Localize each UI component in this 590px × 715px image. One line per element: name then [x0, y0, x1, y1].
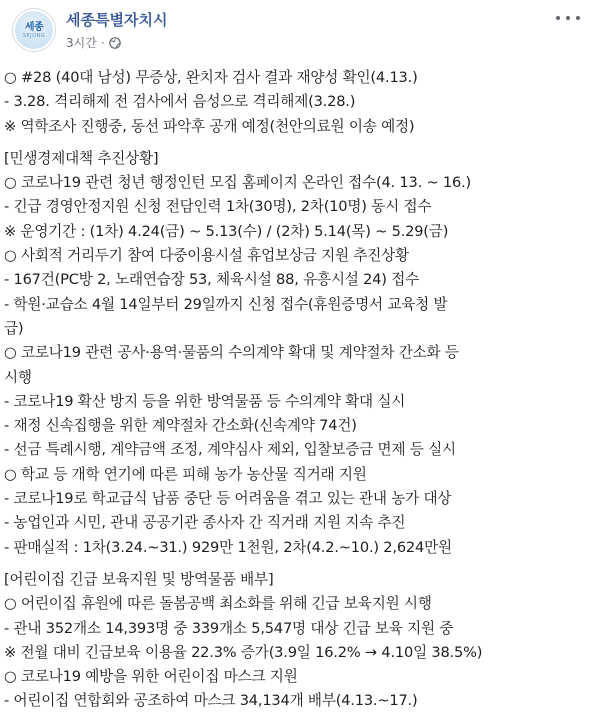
post-line: - 어린이집 연합회와 공조하여 마스크 34,134개 배부(4.13.~17.) [4, 692, 418, 710]
post-line: - 긴급 경영안정지원 신청 전담인력 1차(30명), 2차(10명) 동시 접수 [4, 198, 432, 216]
post-line: ※ 역학조사 진행중, 동선 파악후 공개 예정(천안의료원 이송 예정) [4, 117, 415, 135]
page-avatar[interactable] [12, 8, 56, 52]
post-line: - 판매실적 : 1차(3.24.~31.) 929만 1천원, 2차(4.2.~10.) 2,624만원 [4, 538, 452, 556]
paragraph-gap [4, 139, 584, 147]
post-line: ○ 사회적 거리두기 참여 다중이용시설 휴업보상금 지원 추진상황 [4, 247, 409, 265]
post-line: ○ 코로나19 관련 청년 행정인턴 모집 홈페이지 온라인 접수(4. 13. ~ 16.) [4, 174, 472, 192]
post-timestamp[interactable]: 3시간 [66, 36, 97, 50]
post-line: 시행 [4, 368, 32, 386]
section-title: [민생경제대책 추진상황] [4, 149, 159, 167]
post-line: - 167건(PC방 2, 노래연습장 53, 체육시설 88, 유흥시설 24) 접수 [4, 271, 420, 289]
paragraph-gap [4, 560, 584, 568]
post-line: 급) [4, 319, 24, 337]
post-line: - 선금 특례시행, 계약금액 조정, 계약심사 제외, 입찰보증금 면제 등 실시 [4, 441, 456, 459]
post-line: ○ 어린이집 휴원에 따른 돌봄공백 최소화를 위해 긴급 보육지원 시행 [4, 595, 432, 613]
section-status [4, 66, 584, 139]
page-name-link[interactable]: 세종특별자치시 [66, 11, 168, 29]
post-line: ※ 전월 대비 긴급보육 이용율 22.3% 증가(3.9일 16.2% → 4.10일 38.5%) [4, 643, 483, 661]
post-line: ※ 운영기간 : (1차) 4.24(금) ~ 5.13(수) / (2차) 5.14(목) ~ 5.29(금) [4, 222, 449, 240]
post-header [0, 0, 590, 62]
section-title: [어린이집 긴급 보육지원 및 방역물품 배부] [4, 570, 274, 588]
avatar-subtext: SEJONG [22, 32, 46, 39]
post-line: ○ 코로나19 관련 공사·용역·물품의 수의계약 확대 및 계약절차 간소화 등 [4, 344, 459, 362]
post-line: - 3.28. 격리해제 전 검사에서 음성으로 격리해제(3.28.) [4, 93, 356, 111]
post-line: - 코로나19 확산 방지 등을 위한 방역물품 등 수의계약 확대 실시 [4, 392, 406, 410]
avatar-text: 세종 [24, 21, 44, 33]
post-body [4, 66, 584, 714]
post-line: ○ 학교 등 개학 연기에 따른 피해 농가 농산물 직거래 지원 [4, 465, 367, 483]
avatar-logo [15, 11, 53, 49]
post-line: - 코로나19로 학교급식 납품 중단 등 어려움을 겪고 있는 관내 농가 대상 [4, 490, 452, 508]
post-line: ○ #28 (40대 남성) 무증상, 완치자 검사 결과 재양성 확인(4.13.) [4, 69, 418, 86]
post-line: - 농업인과 시민, 관내 공공기관 종사자 간 직거래 지원 지속 추진 [4, 514, 406, 532]
post-line: ○ 코로나19 예방을 위한 어린이집 마스크 지원 [4, 668, 298, 686]
post-meta [66, 34, 121, 51]
section-economy [4, 147, 584, 560]
globe-icon [109, 37, 121, 49]
more-options-icon[interactable] [556, 10, 580, 26]
section-childcare [4, 568, 584, 714]
post-line: - 재정 신속집행을 위한 계약절차 간소화(신속계약 74건) [4, 417, 357, 435]
post-line: - 학원·교습소 4월 14일부터 29일까지 신청 접수(휴원증명서 교육청 발 [4, 295, 448, 313]
post-line: - 관내 352개소 14,393명 중 339개소 5,547명 대상 긴급 보육 지원 중 [4, 619, 454, 637]
meta-separator: · [100, 35, 105, 50]
